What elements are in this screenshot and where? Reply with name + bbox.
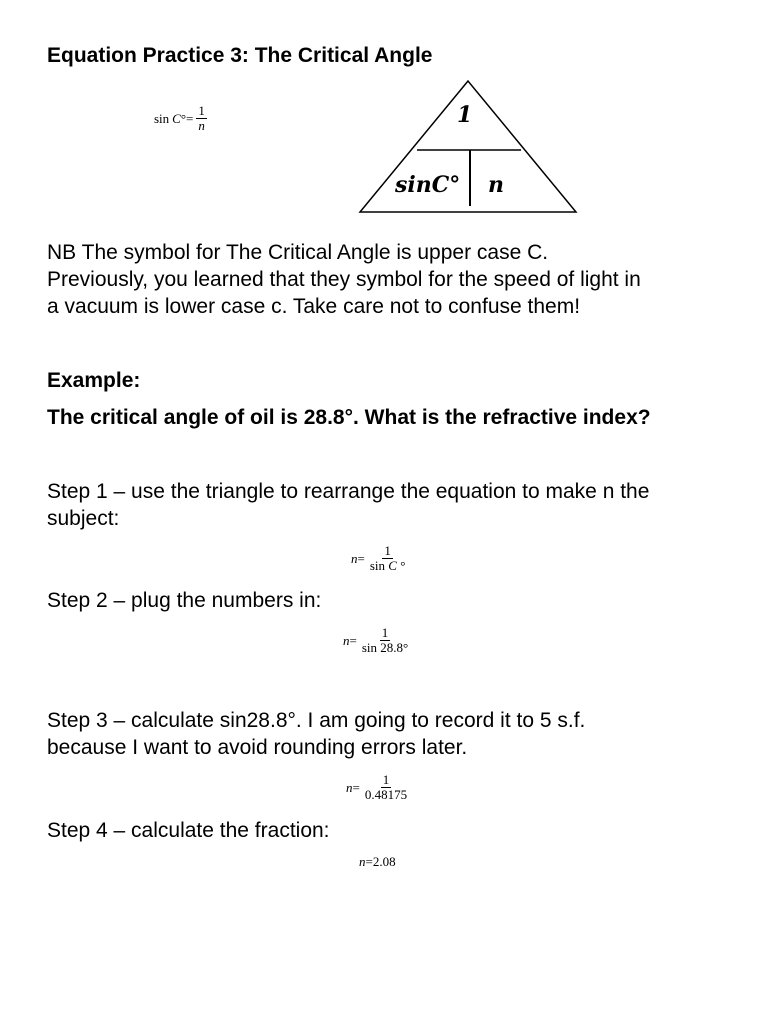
step-3-text <box>47 707 737 761</box>
step-2-fraction <box>360 626 410 655</box>
formula-triangle <box>355 76 581 218</box>
step-4-lhs: n <box>359 854 366 869</box>
step-1-fraction <box>368 544 408 573</box>
step-3-denominator: 0.48175 <box>364 787 408 802</box>
step-4-value: 2.08 <box>372 854 396 869</box>
step-3-line-1: Step 3 – calculate sin28.8°. I am going to record it to 5 s.f. <box>47 709 586 732</box>
triangle-bottom-left-label: sinC° <box>395 172 461 198</box>
triangle-bottom-right-label: n <box>488 172 504 198</box>
critical-angle-formula <box>154 104 207 133</box>
step-1-numerator: 1 <box>384 543 391 558</box>
formula-numerator: 1 <box>198 103 205 118</box>
step-1-text <box>47 478 737 532</box>
example-heading: Example: <box>47 369 141 392</box>
step-2-numerator: 1 <box>381 625 389 640</box>
step-2-lhs: n <box>343 632 350 648</box>
formula-equals: = <box>186 110 194 126</box>
step-3-fraction <box>363 773 409 802</box>
note-line-1: NB The symbol for The Critical Angle is upper case C. <box>47 241 549 264</box>
note-line-3: a vacuum is lower case c. Take care not to confuse them! <box>47 295 581 318</box>
step-2-equals: = <box>349 632 357 648</box>
step-4-text: Step 4 – calculate the fraction: <box>47 819 330 842</box>
step-4-equation <box>359 854 396 870</box>
note-paragraph <box>47 239 737 320</box>
triangle-outline <box>360 81 576 212</box>
note-line-2: Previously, you learned that they symbol for the speed of light in <box>47 268 641 291</box>
formula-deg: ° <box>180 110 187 126</box>
formula-denominator: n <box>198 118 205 133</box>
example-question: The critical angle of oil is 28.8°. What is the refractive index? <box>47 406 651 429</box>
step-3-numerator: 1 <box>382 772 390 787</box>
formula-fraction <box>196 104 207 133</box>
triangle-top-label: 1 <box>457 102 473 128</box>
formula-var: C <box>172 110 181 126</box>
step-3-lhs: n <box>346 779 353 795</box>
step-1-equals: = <box>357 550 365 566</box>
step-2-denominator: sin 28.8° <box>361 640 409 655</box>
step-1-den-var: C <box>388 558 397 573</box>
step-1-line-1: Step 1 – use the triangle to rearrange the equation to make n the <box>47 480 650 503</box>
step-3-equals: = <box>352 779 360 795</box>
step-3-line-2: because I want to avoid rounding errors later. <box>47 736 468 759</box>
step-1-denominator <box>368 559 408 573</box>
formula-sin: sin <box>154 110 170 126</box>
step-1-den-deg: ° <box>400 558 406 573</box>
step-1-line-2: subject: <box>47 507 120 530</box>
step-2-equation <box>343 626 410 655</box>
step-2-text: Step 2 – plug the numbers in: <box>47 589 322 612</box>
step-1-lhs: n <box>351 550 358 566</box>
page-title: Equation Practice 3: The Critical Angle <box>47 44 433 67</box>
step-3-equation <box>346 773 409 802</box>
step-1-equation <box>351 544 407 573</box>
step-1-den-sin: sin <box>369 558 386 573</box>
step-4-equals: = <box>365 854 373 869</box>
